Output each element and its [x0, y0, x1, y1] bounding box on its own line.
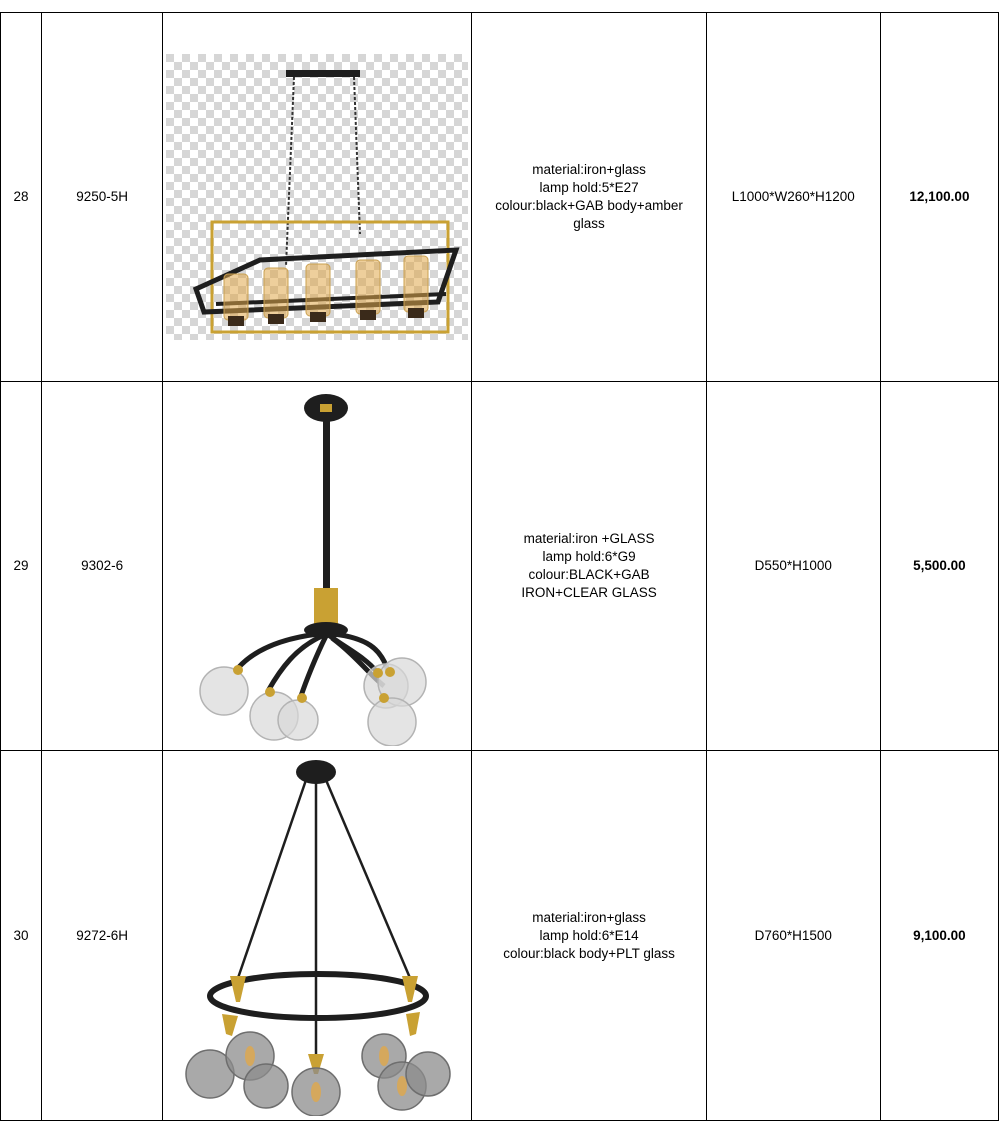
spec-line: material:iron+glass: [532, 162, 646, 177]
table-row: [1, 382, 999, 751]
rectangular-linear-chandelier-image: [166, 54, 468, 340]
specification-cell: [472, 13, 706, 382]
item-number: 29: [1, 382, 42, 751]
curved-arm-globe-pendant-image: [166, 386, 468, 746]
product-image-cell: [163, 751, 472, 1121]
product-image-cell: [163, 13, 472, 382]
table-row: [1, 13, 999, 382]
dimensions: L1000*W260*H1200: [706, 13, 880, 382]
specification-cell: [472, 751, 706, 1121]
spec-line: lamp hold:6*E14: [539, 927, 639, 943]
item-number: 28: [1, 13, 42, 382]
spec-line: colour:BLACK+GAB: [528, 567, 650, 582]
price: 9,100.00: [880, 751, 998, 1121]
spec-line: lamp hold:5*E27: [539, 180, 639, 195]
item-number: 30: [1, 751, 42, 1121]
product-image-cell: [163, 382, 472, 751]
dimensions: D760*H1500: [706, 751, 880, 1121]
spec-line: colour:black+GAB body+amber glass: [495, 198, 683, 231]
spec-line: IRON+CLEAR GLASS: [521, 585, 657, 600]
spec-line: colour:black body+PLT glass: [503, 945, 675, 961]
dimensions: D550*H1000: [706, 382, 880, 751]
specification-cell: [472, 382, 706, 751]
price: 5,500.00: [880, 382, 998, 751]
model-code: 9302-6: [42, 382, 163, 751]
product-table: [0, 12, 999, 1121]
spec-line: lamp hold:6*G9: [542, 549, 636, 564]
model-code: 9250-5H: [42, 13, 163, 382]
table-row: [1, 751, 999, 1121]
spec-line: material:iron +GLASS: [523, 531, 655, 546]
ring-chandelier-smoky-globes-image: [166, 756, 468, 1116]
model-code: 9272-6H: [42, 751, 163, 1121]
price: 12,100.00: [880, 13, 998, 382]
spec-line: material:iron+glass: [532, 909, 646, 925]
